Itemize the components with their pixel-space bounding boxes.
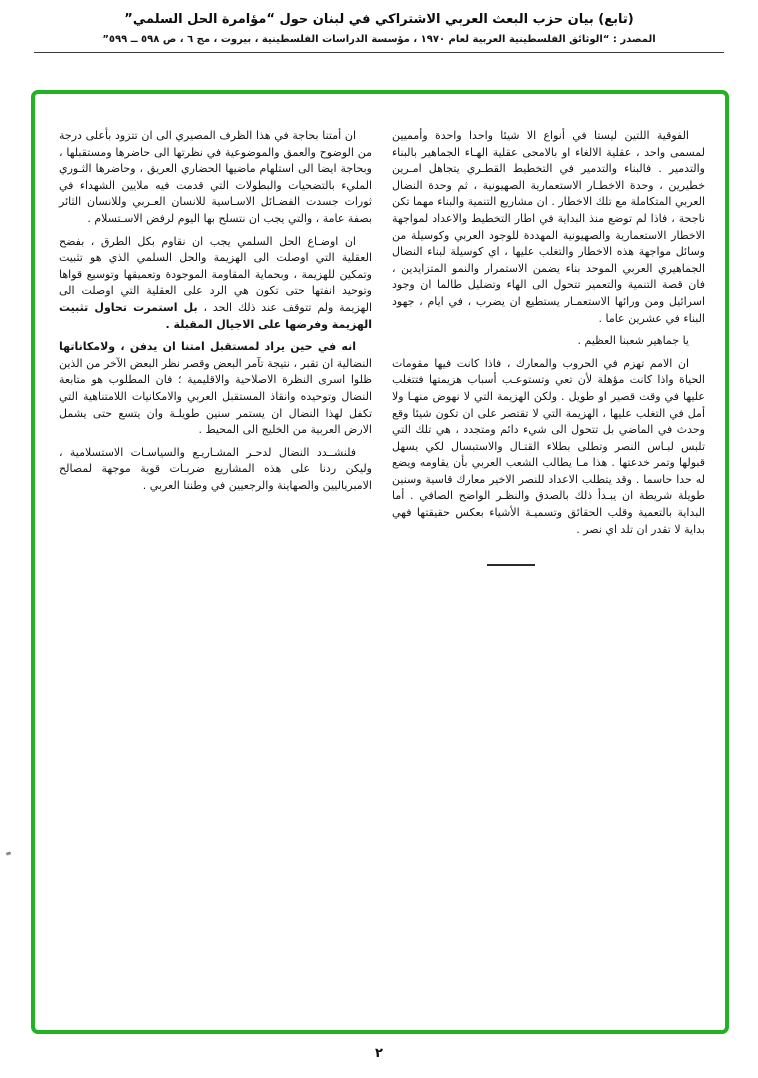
source-citation: المصدر : “الوثائق الفلسطينية العربية لعام ١٩٧٠ ، مؤسسة الدراسات الفلسطينية ، بيروت ، مج ٦ ، ص ٥٩٨ ــ ٥٩٩”: [102, 34, 656, 45]
paragraph: [59, 234, 372, 334]
document-frame: [31, 90, 729, 1034]
scan-artifact: [6, 851, 12, 855]
page-number: ٢: [375, 1046, 383, 1061]
paragraph: ان أمتنا بحاجة في هذا الظرف المصيري الى ان تتزود بأعلى درجة من الوضوح والعمق والموضوعية في نظرتها الى حاضرها ومستقبلها ، وبحاجة ايضا الى استلهام ماضيها الحضاري العريق ، وحاضرها الثـوري المليء بالتضحيات والبطولات التي قدمت فيه ملايين الشهداء في ثورات جسدت الفضـائل الاسـاسية للانسان العـربي وللانسان الثائر بصفة عامة ، والتي يجب ان نتسلح بها اليوم لرفض الاسـتسلام .: [59, 129, 372, 225]
header-divider: [34, 52, 724, 53]
left-column: [59, 128, 372, 566]
document-title: (تابع) بيان حزب البعث العربي الاشتراكي في لبنان حول “مؤامرة الحل السلمي”: [124, 12, 634, 27]
end-of-text-dash: [487, 564, 535, 566]
right-column: [392, 128, 705, 566]
paragraph-text-bold: بل استمرت تحاول تثبيت الهزيمة وفرضها على الاجيال المقبلة .: [59, 300, 372, 331]
paragraph: ان الامم تهزم في الحروب والمعارك ، فاذا كانت فيها مقومات الحياة واذا كانت مؤهلة لأن تعي وتستوعـب أسباب هزيمتها فتتغلب عليها في وقت قصير او طويل . ولكن الهزيمة التي لا نهوض منهـا ولا أمل في التغلب عليها ، الهزيمة التي لا تقتصر على ان تكون شيئا وقع وحدث في الماضي بل تتحول الى شيء دائم ومتجدد ، هي تلك التي تلبس لبـاس النصر وتطلى بطلاء القتـال والاستبسال لكي يسهل قبولها وتمر خدعتها . هذا مـا يطالب الشعب العربي بأن يقاومه ويضع له حدا حاسما . وقد يتطلب الاعداد للنصر الاخير معارك قاسية وسنين طويلة شريطة ان يبـدأ ذلك بالصدق والنظـر الواضح الصافي . أما البداية بالتعمية وقلب الحقائق وتسميـة الأشياء بعكس حقيقتها فهي بداية لا تقدر ان تلد اي نصر .: [392, 356, 705, 536]
paragraph-text: ان اوضـاع الحل السلمي يجب ان نقاوم بكل الطرق ، بفضح العقلية التي اوصلت الى الهزيمة والحل السلمي الذي هو تثبيت وتمكين للهزيمة ، وبحماية المقاومة الموجودة وتعميقها وتوسيع قواها وتوحيد انفتها حتى تكون هي الرد على العقلية التي اوصلت الى الهزيمة ولم تتوقف عند ذلك الحد ،: [59, 234, 372, 314]
page-header: [0, 0, 758, 53]
paragraph: فلنشــدد النضال لدحـر المشـاريـع والسياسـات الاستسلامية ، وليكن ردنا على هذه المشاريع ضربـات قوية موجهة لمصالح الامبرياليين والصهاينة والرجعيين في وطننا العربي .: [59, 445, 372, 492]
paragraph: يا جماهير شعبنا العظيم .: [577, 334, 689, 348]
paragraph: الفوقية اللتين ليستا في أنواع الا شيئا واحدا واحدة وأمميين لمسمى واحد ، عقلية الالغاء او بالامحى عقلية الهـاء الجماهير بالبناء والتدمير . فالبناء والتدمير في التخطيط القطـري يتجاهل امـرين خطيرين ، وحدة الاخطـار الاستعمارية الصهيونية ، ثم وحدة النضال العربي المتكاملة مع تلك الاخطار . ان مشاريع التنمية والبناء مهما تكن ناجحة ، فاذا لم توضع منذ البداية في اطار التخطيط والاعداد لمواجهة الاخطار الاستعمارية والصهيونية المهددة للوجود العربي وكوسيلة من وسائل مواجهة هذه الاخطار والتغلب عليها ، اي كوسيلة لبناء النضال الجماهيري العربي الموحد بناء يضمن الاستمرار والنمو المتزايدين ، فان قصة التنمية والتعمير تتحول الى الهاء وتضليل طالما ان وجود اسرائيل ومن ورائها الاستعمـار يستطيع ان يضرب ، في ايام ، جهود البناء في عشرين عاما .: [392, 129, 705, 325]
paragraph-text-bold: انه في حين يراد لمستقبل امتنا ان يدفن ، ولامكاناتها: [59, 340, 356, 354]
paragraph-text: النضالية ان تقبر ، نتيجة تآمر البعض وقصر نظر البعض الآخر من الذين ظلوا اسرى النظرة الاصلاحية والاقليمية ؛ فان المطلوب هو متابعة النضال وتوحيده وانقاذ المستقبل العربي والامكانيات اللامتناهية التي تكفل لهذا النضال ان يستمر سنين طويلـة وان يتسع حتى يشمل الارض العربية من الخليج الى المحيط .: [59, 356, 372, 437]
text-columns: [35, 94, 725, 566]
paragraph: [59, 339, 372, 439]
